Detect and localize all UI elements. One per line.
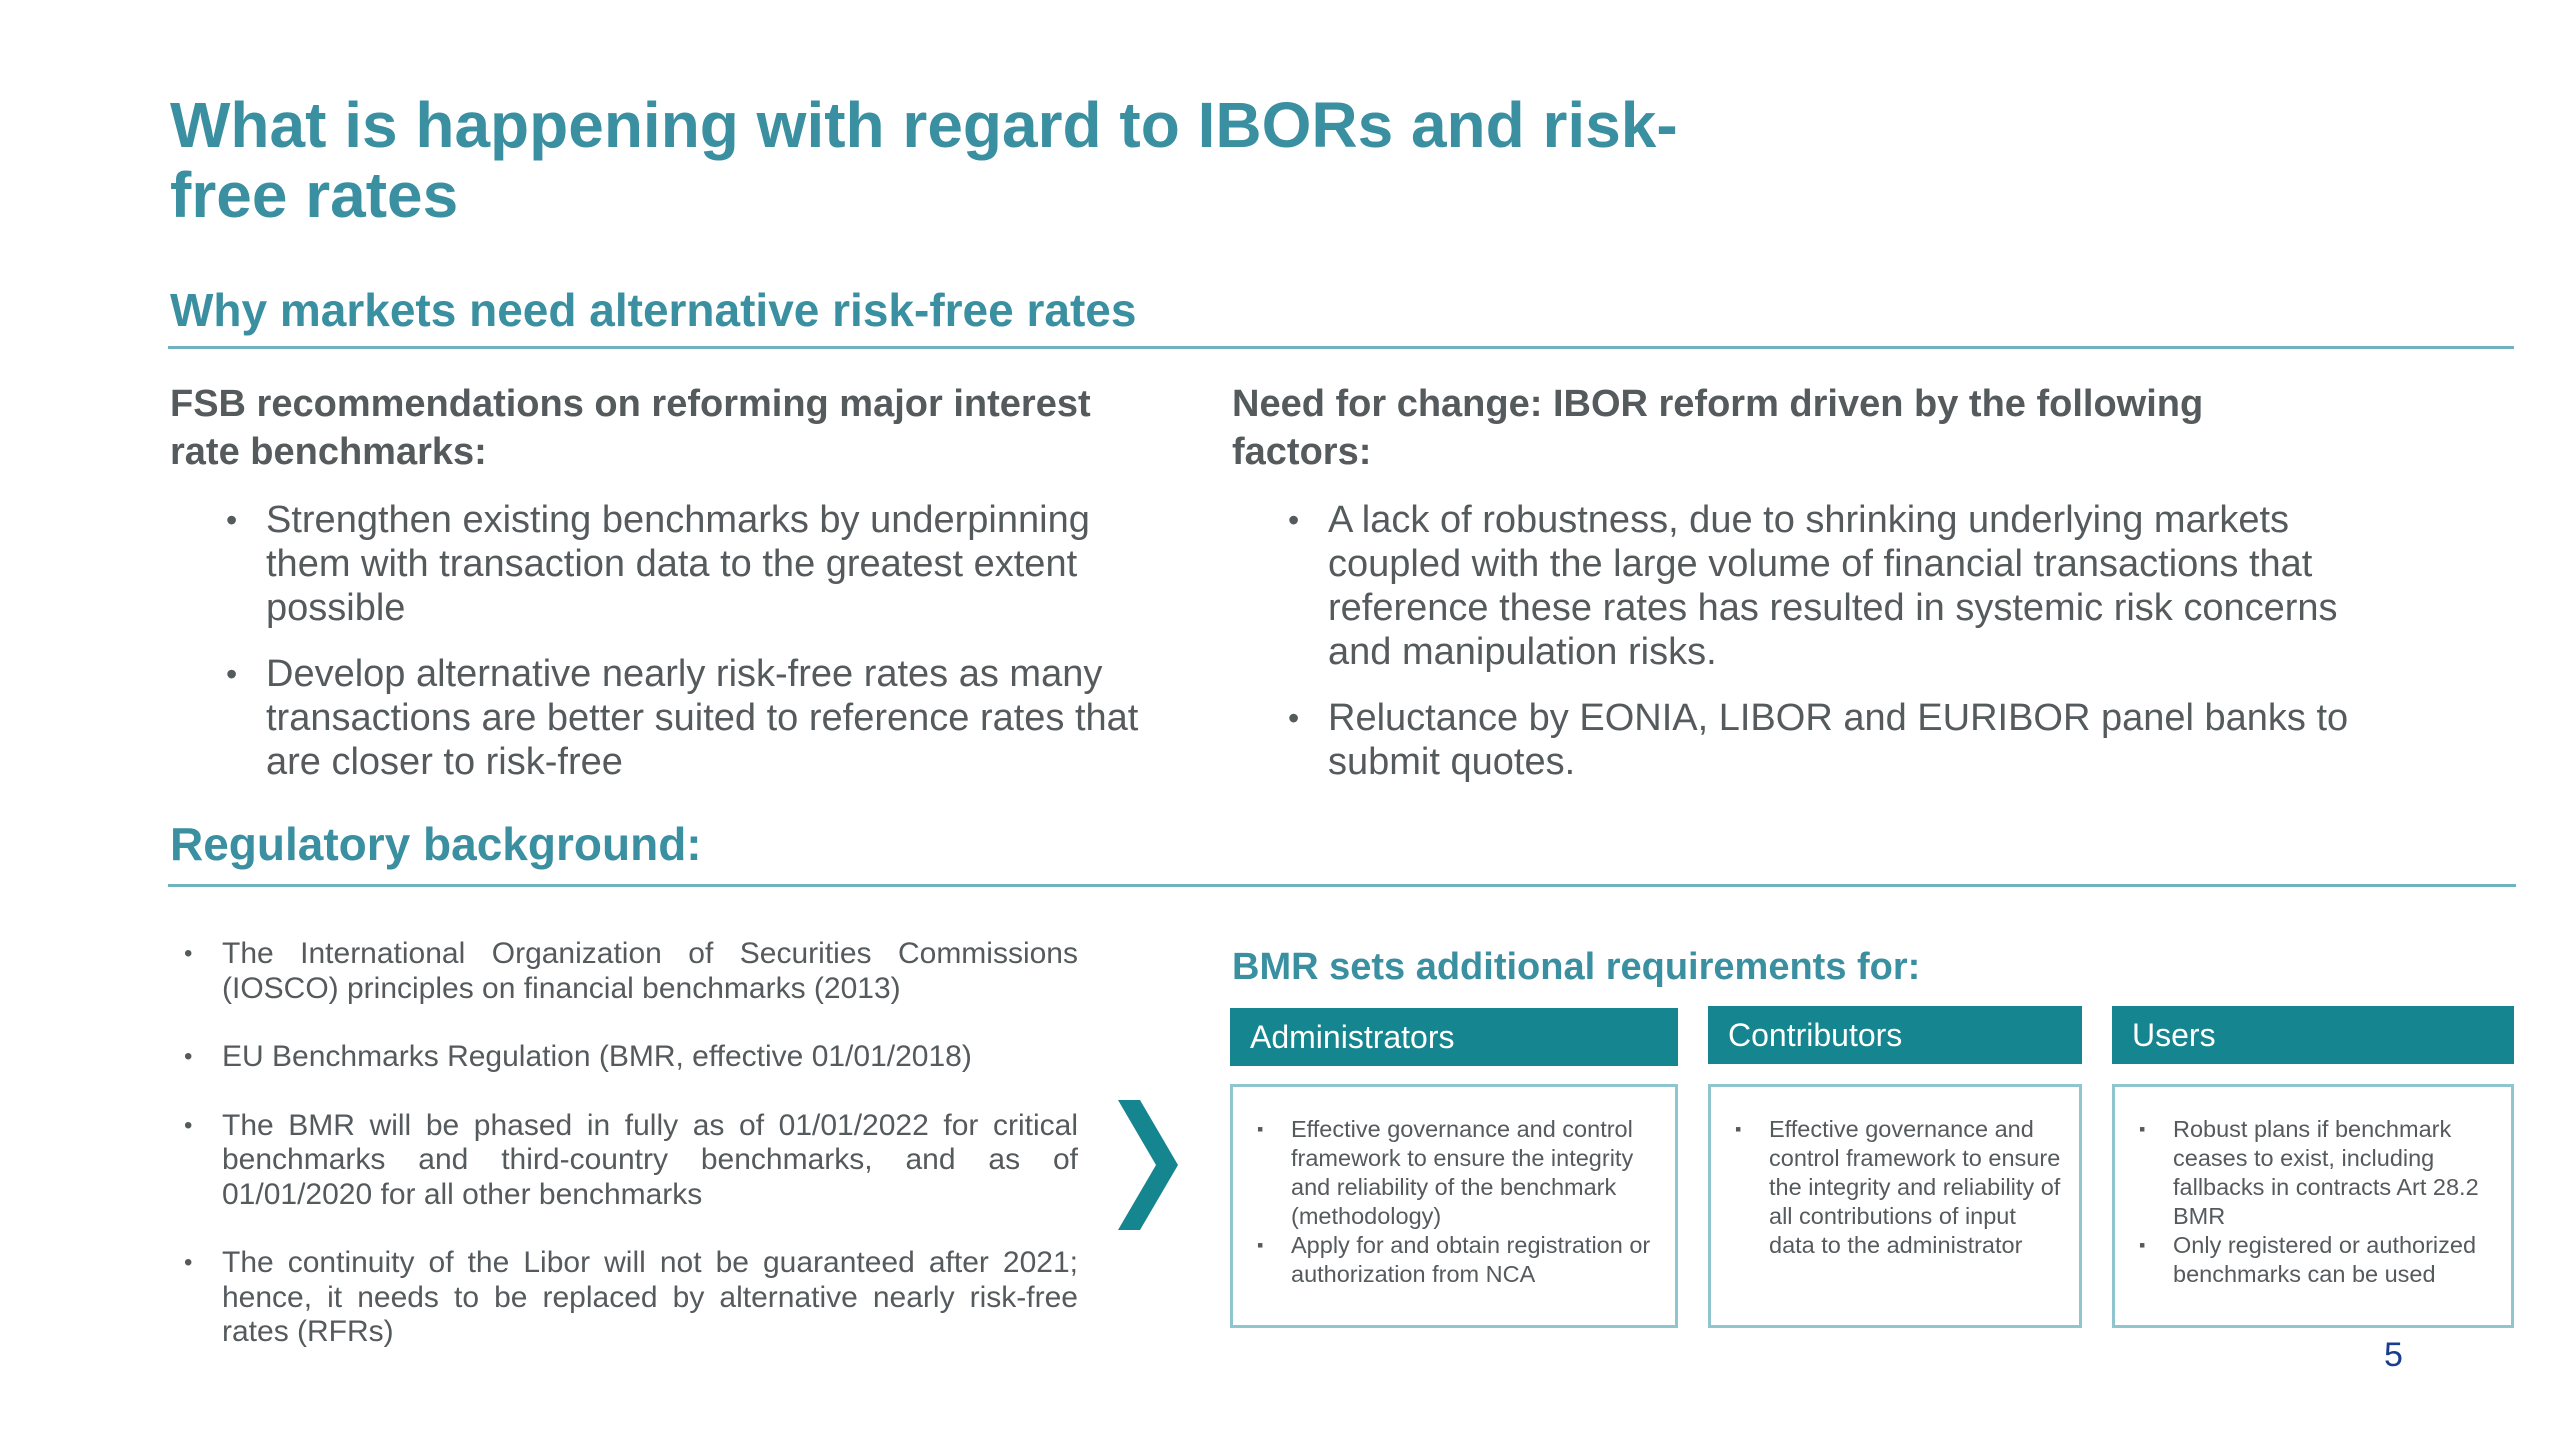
bmr-title: BMR sets additional requirements for: [1232, 946, 1921, 988]
regulatory-list [170, 937, 1078, 1384]
users-box [2112, 1006, 2514, 1328]
need-for-change-column [1232, 380, 2382, 806]
administrators-box [1230, 1008, 1678, 1328]
list-item: ▪ Robust plans if benchmark ceases to exist, including fallbacks in contracts Art 28.2 BMR [2139, 1116, 2479, 1229]
users-header: Users [2112, 1006, 2514, 1064]
section-divider [168, 346, 2514, 349]
list-item: • A lack of robustness, due to shrinking underlying markets coupled with the large volume of financial transactions that reference these rates has resulted in systemic risk concerns and manipulation risks. [1288, 499, 2338, 673]
section-title-regulatory-background: Regulatory background: [170, 818, 702, 870]
list-item: • Develop alternative nearly risk-free rates as many transactions are better suited to reference rates that are closer to risk-free [226, 653, 1139, 783]
page-number: 5 [2384, 1336, 2403, 1374]
list-item: • The BMR will be phased in fully as of 01/01/2022 for critical benchmarks and third-country benchmarks, and as of 01/01/2020 for all other benchmarks [184, 1108, 1078, 1211]
list-item: • The continuity of the Libor will not be guaranteed after 2021; hence, it needs to be replaced by alternative nearly risk-free rates (RFRs) [184, 1246, 1078, 1348]
section-divider [168, 884, 2516, 887]
contributors-body [1708, 1084, 2082, 1328]
section-title-why-markets: Why markets need alternative risk-free rates [170, 284, 1137, 336]
list-item: • Strengthen existing benchmarks by underpinning them with transaction data to the greatest extent possible [226, 499, 1090, 629]
administrators-body [1230, 1084, 1678, 1328]
need-for-change-heading: Need for change: IBOR reform driven by the following factors: [1232, 383, 2204, 473]
chevron-right-icon [1118, 1100, 1178, 1230]
list-item: • The International Organization of Securities Commissions (IOSCO) principles on financial benchmarks (2013) [184, 937, 1078, 1005]
list-item: • Reluctance by EONIA, LIBOR and EURIBOR panel banks to submit quotes. [1288, 697, 2349, 783]
fsb-recommendations-column [170, 380, 1170, 806]
page-title: What is happening with regard to IBORs and risk-free rates [170, 89, 1678, 231]
list-item: • EU Benchmarks Regulation (BMR, effective 01/01/2018) [184, 1040, 972, 1073]
users-body [2112, 1084, 2514, 1328]
list-item: ▪ Effective governance and control framework to ensure the integrity and reliability of the benchmark (methodology) [1257, 1116, 1634, 1229]
list-item: ▪ Apply for and obtain registration or authorization from NCA [1257, 1232, 1651, 1287]
list-item: ▪ Only registered or authorized benchmarks can be used [2139, 1232, 2477, 1287]
fsb-heading: FSB recommendations on reforming major interest rate benchmarks: [170, 383, 1091, 473]
contributors-header: Contributors [1708, 1006, 2082, 1064]
contributors-box [1708, 1006, 2082, 1328]
administrators-header: Administrators [1230, 1008, 1678, 1066]
list-item: ▪ Effective governance and control framework to ensure the integrity and reliability of all contributions of input data to the administrator [1735, 1116, 2061, 1258]
